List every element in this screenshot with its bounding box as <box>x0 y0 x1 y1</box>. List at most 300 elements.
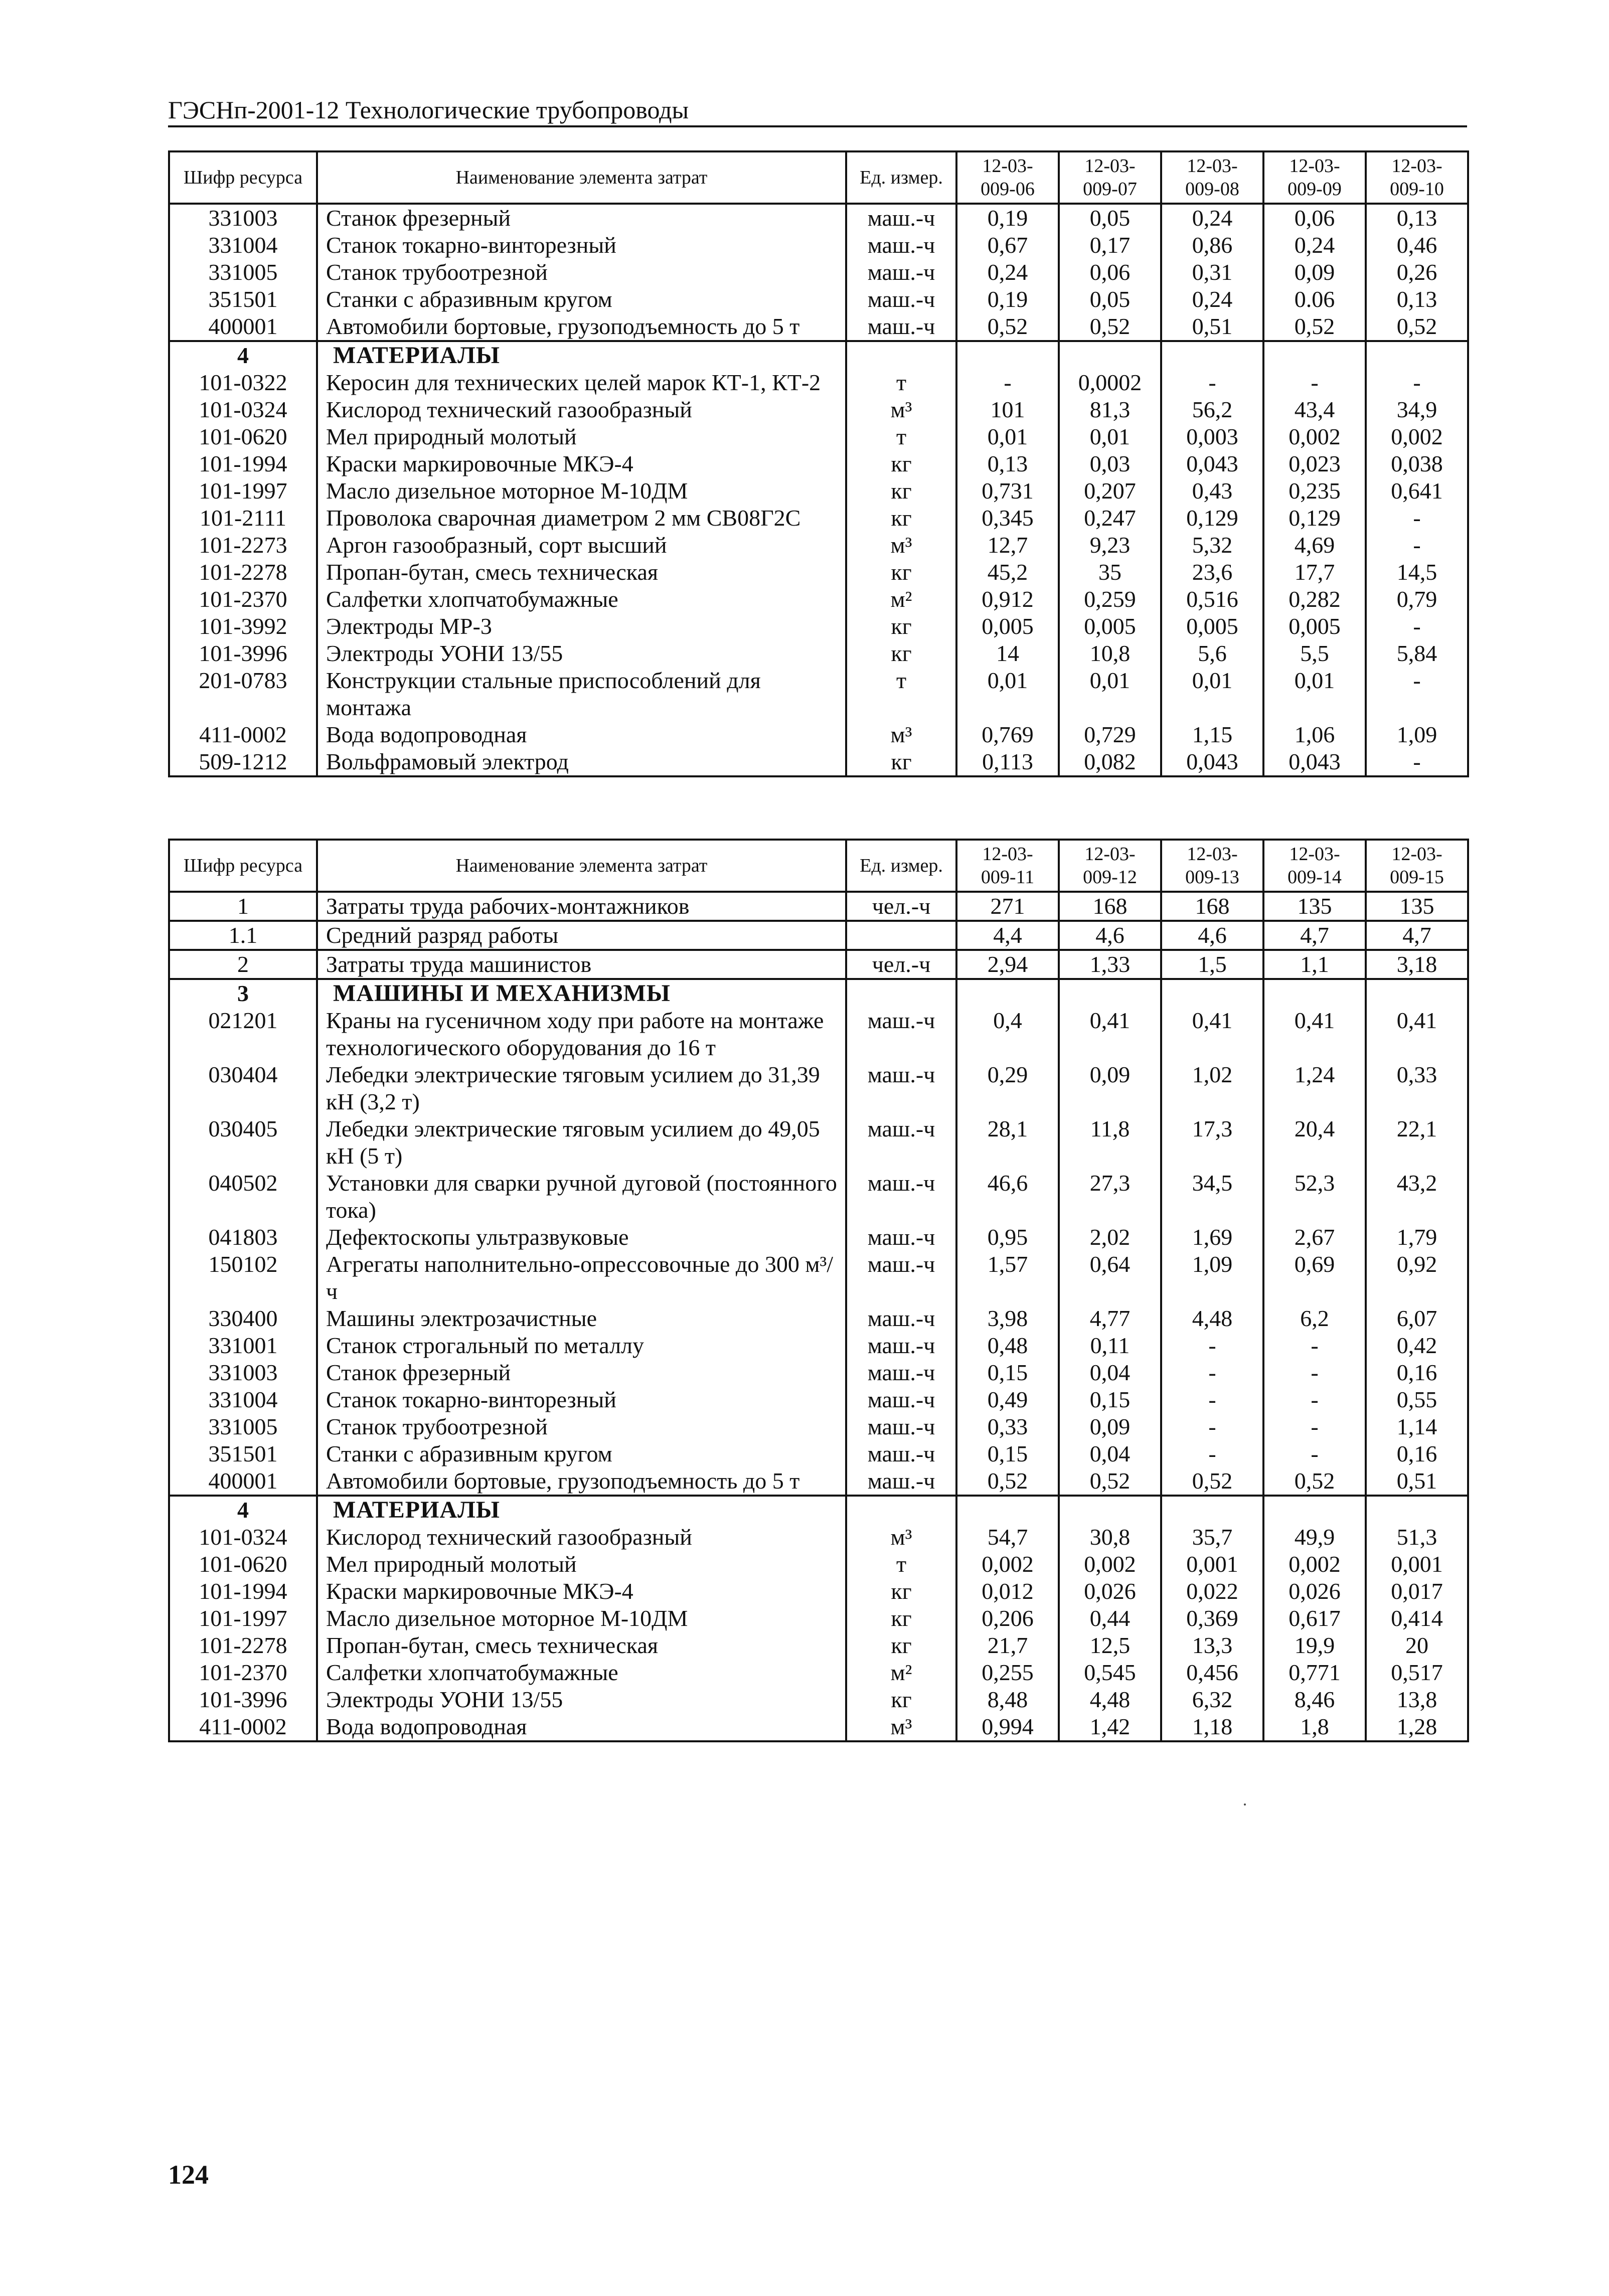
norm-value-cell: 0,41 <box>1263 1007 1366 1061</box>
norm-value-cell: - <box>1263 369 1366 396</box>
norm-value-cell: 52,3 <box>1263 1170 1366 1224</box>
norm-value-cell: 0,113 <box>956 748 1059 776</box>
unit-cell: м³ <box>846 1524 956 1551</box>
norm-value-cell: - <box>1366 748 1468 776</box>
resource-code-cell: 331004 <box>169 1386 317 1413</box>
table-row <box>169 1305 1468 1332</box>
norm-value-cell: 1,57 <box>956 1251 1059 1305</box>
resource-code-cell: 101-3996 <box>169 1686 317 1713</box>
table-row <box>169 1251 1468 1305</box>
unit-cell: маш.-ч <box>846 204 956 232</box>
norm-value-cell: 11,8 <box>1059 1115 1161 1170</box>
norm-value-cell: 3,18 <box>1366 950 1468 979</box>
cost-element-name-cell: Установки для сварки ручной дуговой (постоянного тока) <box>317 1170 846 1224</box>
norm-value-cell: 0,731 <box>956 477 1059 505</box>
norm-value-cell: - <box>1161 1386 1263 1413</box>
norm-value-cell: 19,9 <box>1263 1632 1366 1659</box>
norm-value-cell: 0,01 <box>956 667 1059 721</box>
cost-element-name-cell: Автомобили бортовые, грузоподъемность до 5 т <box>317 313 846 341</box>
unit-cell: маш.-ч <box>846 313 956 341</box>
norm-value-cell: 17,7 <box>1263 559 1366 586</box>
norm-value-cell: 9,23 <box>1059 532 1161 559</box>
table-row <box>169 1359 1468 1386</box>
cost-element-name-cell: Лебедки электрические тяговым усилием до 49,05 кН (5 т) <box>317 1115 846 1170</box>
unit-cell: маш.-ч <box>846 1251 956 1305</box>
norm-value-cell: 14 <box>956 640 1059 667</box>
norm-value-cell: 271 <box>956 892 1059 921</box>
norm-value-cell: 0,005 <box>1059 613 1161 640</box>
unit-cell: т <box>846 1551 956 1578</box>
page-title: ГЭСНп-2001-12 Технологические трубопроводы <box>168 96 689 124</box>
norm-value-cell: 21,7 <box>956 1632 1059 1659</box>
cost-element-name-cell: Затраты труда машинистов <box>317 950 846 979</box>
norm-value-cell: 0,55 <box>1366 1386 1468 1413</box>
resource-code-cell: 150102 <box>169 1251 317 1305</box>
norm-value-cell: 168 <box>1161 892 1263 921</box>
table-row <box>169 586 1468 613</box>
norm-value-cell: 0,52 <box>1161 1467 1263 1496</box>
norm-value-cell: 5,6 <box>1161 640 1263 667</box>
norm-value-cell: 45,2 <box>956 559 1059 586</box>
norm-value-cell: 1,1 <box>1263 950 1366 979</box>
unit-cell: маш.-ч <box>846 1007 956 1061</box>
table-row <box>169 1386 1468 1413</box>
norm-value-cell <box>1059 341 1161 369</box>
cost-element-name-cell: Вода водопроводная <box>317 1713 846 1741</box>
cost-element-name-cell: Станок фрезерный <box>317 1359 846 1386</box>
cost-element-name-cell: Автомобили бортовые, грузоподъемность до 5 т <box>317 1467 846 1496</box>
resource-code-cell: 331004 <box>169 232 317 259</box>
norm-value-cell: 4,7 <box>1366 921 1468 950</box>
norm-value-cell: 0,002 <box>1059 1551 1161 1578</box>
resource-code-cell: 4 <box>169 1496 317 1524</box>
unit-cell: маш.-ч <box>846 1061 956 1115</box>
unit-cell: т <box>846 667 956 721</box>
norm-value-cell: 0,026 <box>1059 1578 1161 1605</box>
column-header: 12-03- 009-15 <box>1366 840 1468 892</box>
table-row <box>169 1413 1468 1440</box>
norm-value-cell: 0,002 <box>1263 1551 1366 1578</box>
cost-element-name-cell: Салфетки хлопчатобумажные <box>317 1659 846 1686</box>
norm-value-cell: 1,14 <box>1366 1413 1468 1440</box>
norm-value-cell: 0,516 <box>1161 586 1263 613</box>
norm-value-cell: 0,002 <box>1263 423 1366 450</box>
table-row <box>169 613 1468 640</box>
table-row <box>169 286 1468 313</box>
norm-value-cell <box>956 979 1059 1007</box>
norm-value-cell: 0,86 <box>1161 232 1263 259</box>
norm-value-cell: 0,002 <box>956 1551 1059 1578</box>
norm-value-cell: 0,17 <box>1059 232 1161 259</box>
norm-value-cell: 1,18 <box>1161 1713 1263 1741</box>
norm-value-cell: - <box>1366 369 1468 396</box>
norm-value-cell: 2,67 <box>1263 1224 1366 1251</box>
norm-value-cell: 35,7 <box>1161 1524 1263 1551</box>
cost-element-name-cell: Электроды УОНИ 13/55 <box>317 640 846 667</box>
table-row <box>169 1659 1468 1686</box>
resource-code-cell: 101-2278 <box>169 559 317 586</box>
resource-code-cell: 331001 <box>169 1332 317 1359</box>
norm-value-cell: 0,017 <box>1366 1578 1468 1605</box>
norm-value-cell: - <box>1161 1332 1263 1359</box>
norm-value-cell: 6,07 <box>1366 1305 1468 1332</box>
cost-element-name-cell: Средний разряд работы <box>317 921 846 950</box>
unit-cell: маш.-ч <box>846 1332 956 1359</box>
norm-value-cell: 0,247 <box>1059 505 1161 532</box>
norm-value-cell: 0,05 <box>1059 204 1161 232</box>
norm-value-cell: 0,26 <box>1366 259 1468 286</box>
norm-value-cell: 4,77 <box>1059 1305 1161 1332</box>
unit-cell: кг <box>846 640 956 667</box>
cost-element-name-cell: Пропан-бутан, смесь техническая <box>317 559 846 586</box>
norm-value-cell: 0,06 <box>1263 204 1366 232</box>
column-header: 12-03- 009-10 <box>1366 151 1468 204</box>
norm-value-cell: 0,15 <box>956 1440 1059 1467</box>
norm-value-cell: 0,33 <box>956 1413 1059 1440</box>
norm-value-cell: 135 <box>1263 892 1366 921</box>
resource-table-1 <box>168 150 1469 777</box>
norm-value-cell: 5,5 <box>1263 640 1366 667</box>
norm-value-cell: - <box>1161 1440 1263 1467</box>
section-row <box>169 1496 1468 1524</box>
unit-cell: кг <box>846 505 956 532</box>
norm-value-cell: 0,41 <box>1059 1007 1161 1061</box>
resource-code-cell: 1 <box>169 892 317 921</box>
norm-value-cell: 46,6 <box>956 1170 1059 1224</box>
cost-element-name-cell: Краски маркировочные МКЭ-4 <box>317 450 846 477</box>
norm-value-cell: 1,15 <box>1161 721 1263 748</box>
cost-element-name-cell: Агрегаты наполнительно-опрессовочные до 300 м³/ч <box>317 1251 846 1305</box>
unit-cell: кг <box>846 1686 956 1713</box>
table-row <box>169 1170 1468 1224</box>
norm-value-cell: 0,043 <box>1161 450 1263 477</box>
norm-value-cell: 17,3 <box>1161 1115 1263 1170</box>
resource-code-cell: 411-0002 <box>169 1713 317 1741</box>
cost-element-name-cell: Мел природный молотый <box>317 1551 846 1578</box>
norm-value-cell: 0,01 <box>1263 667 1366 721</box>
scan-speck <box>1244 1803 1246 1806</box>
cost-element-name-cell: Конструкции стальные приспособлений для монтажа <box>317 667 846 721</box>
norm-value-cell: 0,52 <box>956 313 1059 341</box>
column-header: 12-03- 009-12 <box>1059 840 1161 892</box>
page-number: 124 <box>168 2160 209 2190</box>
unit-cell: маш.-ч <box>846 232 956 259</box>
norm-value-cell: 54,7 <box>956 1524 1059 1551</box>
norm-value-cell: 0,255 <box>956 1659 1059 1686</box>
unit-cell: кг <box>846 748 956 776</box>
unit-cell: м³ <box>846 532 956 559</box>
norm-value-cell: 8,48 <box>956 1686 1059 1713</box>
resource-code-cell: 101-0322 <box>169 369 317 396</box>
norm-value-cell: - <box>1366 613 1468 640</box>
norm-value-cell: 0,15 <box>956 1359 1059 1386</box>
table-row <box>169 313 1468 341</box>
unit-cell: маш.-ч <box>846 1224 956 1251</box>
norm-value-cell: 0,51 <box>1366 1467 1468 1496</box>
unit-cell: м³ <box>846 396 956 423</box>
table-header-row <box>169 840 1468 892</box>
norm-value-cell: 1,28 <box>1366 1713 1468 1741</box>
norm-value-cell: 0,95 <box>956 1224 1059 1251</box>
table-row <box>169 921 1468 950</box>
norm-value-cell: 13,8 <box>1366 1686 1468 1713</box>
norm-value-cell: 0,69 <box>1263 1251 1366 1305</box>
resource-code-cell: 101-1997 <box>169 1605 317 1632</box>
cost-element-name-cell: Краны на гусеничном ходу при работе на монтаже технологического оборудования до 16 т <box>317 1007 846 1061</box>
section-row <box>169 979 1468 1007</box>
norm-value-cell: 0,52 <box>1263 313 1366 341</box>
norm-value-cell: 34,5 <box>1161 1170 1263 1224</box>
norm-value-cell: 0,026 <box>1263 1578 1366 1605</box>
norm-value-cell: 0,994 <box>956 1713 1059 1741</box>
cost-element-name-cell: Дефектоскопы ультразвуковые <box>317 1224 846 1251</box>
norm-value-cell: 168 <box>1059 892 1161 921</box>
unit-cell: маш.-ч <box>846 1170 956 1224</box>
cost-element-name-cell: Мел природный молотый <box>317 423 846 450</box>
norm-value-cell <box>1161 341 1263 369</box>
norm-value-cell: 34,9 <box>1366 396 1468 423</box>
resource-code-cell: 101-2111 <box>169 505 317 532</box>
unit-cell: кг <box>846 477 956 505</box>
unit-cell: маш.-ч <box>846 1440 956 1467</box>
norm-value-cell: 1,33 <box>1059 950 1161 979</box>
cost-element-name-cell: Проволока сварочная диаметром 2 мм СВ08Г2С <box>317 505 846 532</box>
cost-element-name-cell: Масло дизельное моторное М-10ДМ <box>317 1605 846 1632</box>
norm-value-cell: 81,3 <box>1059 396 1161 423</box>
resource-code-cell: 041803 <box>169 1224 317 1251</box>
norm-value-cell: 0,44 <box>1059 1605 1161 1632</box>
norm-value-cell <box>1161 1496 1263 1524</box>
norm-value-cell: 0,771 <box>1263 1659 1366 1686</box>
column-header: Наименование элемента затрат <box>317 840 846 892</box>
column-header: Шифр ресурса <box>169 151 317 204</box>
norm-value-cell: - <box>1263 1413 1366 1440</box>
table-row <box>169 232 1468 259</box>
resource-code-cell: 101-0620 <box>169 1551 317 1578</box>
table-row <box>169 748 1468 776</box>
norm-value-cell: 0,29 <box>956 1061 1059 1115</box>
unit-cell <box>846 1496 956 1524</box>
norm-value-cell: 0,41 <box>1161 1007 1263 1061</box>
norm-value-cell: - <box>1366 505 1468 532</box>
norm-value-cell: 0,01 <box>956 423 1059 450</box>
norm-value-cell: 0,259 <box>1059 586 1161 613</box>
cost-element-name-cell: Затраты труда рабочих-монтажников <box>317 892 846 921</box>
resource-code-cell: 400001 <box>169 313 317 341</box>
table-row <box>169 667 1468 721</box>
norm-value-cell: 49,9 <box>1263 1524 1366 1551</box>
unit-cell <box>846 341 956 369</box>
table-row <box>169 204 1468 232</box>
norm-value-cell: 0,09 <box>1263 259 1366 286</box>
cost-element-name-cell: Электроды МР-3 <box>317 613 846 640</box>
norm-value-cell: 4,48 <box>1161 1305 1263 1332</box>
table-header-row <box>169 151 1468 204</box>
resource-code-cell: 101-0620 <box>169 423 317 450</box>
cost-element-name-cell: Электроды УОНИ 13/55 <box>317 1686 846 1713</box>
unit-cell <box>846 921 956 950</box>
norm-value-cell: 0,15 <box>1059 1386 1161 1413</box>
column-header: 12-03- 009-13 <box>1161 840 1263 892</box>
norm-value-cell: 1,09 <box>1161 1251 1263 1305</box>
norm-value-cell: 0,19 <box>956 286 1059 313</box>
norm-value-cell: 0,48 <box>956 1332 1059 1359</box>
norm-value-cell: 0,282 <box>1263 586 1366 613</box>
unit-cell: маш.-ч <box>846 286 956 313</box>
table-row <box>169 1440 1468 1467</box>
table-row <box>169 1115 1468 1170</box>
norm-value-cell: 0,235 <box>1263 477 1366 505</box>
norm-value-cell: 0,043 <box>1263 748 1366 776</box>
norm-value-cell: - <box>1366 667 1468 721</box>
norm-value-cell: 14,5 <box>1366 559 1468 586</box>
cost-element-name-cell: МАШИНЫ И МЕХАНИЗМЫ <box>317 979 846 1007</box>
resource-code-cell: 101-1994 <box>169 450 317 477</box>
norm-value-cell: 0,52 <box>956 1467 1059 1496</box>
norm-value-cell: 0,43 <box>1161 477 1263 505</box>
unit-cell: т <box>846 369 956 396</box>
norm-value-cell: 0,005 <box>1263 613 1366 640</box>
norm-value-cell: 0,09 <box>1059 1061 1161 1115</box>
table-row <box>169 259 1468 286</box>
norm-value-cell: 0,06 <box>1059 259 1161 286</box>
norm-value-cell: 5,32 <box>1161 532 1263 559</box>
norm-value-cell: 6,32 <box>1161 1686 1263 1713</box>
norm-value-cell <box>1161 979 1263 1007</box>
norm-value-cell: 1,5 <box>1161 950 1263 979</box>
norm-value-cell: 135 <box>1366 892 1468 921</box>
unit-cell: кг <box>846 613 956 640</box>
resource-code-cell: 040502 <box>169 1170 317 1224</box>
norm-value-cell: 0,16 <box>1366 1359 1468 1386</box>
cost-element-name-cell: Вода водопроводная <box>317 721 846 748</box>
norm-value-cell <box>1263 341 1366 369</box>
table-row <box>169 477 1468 505</box>
norm-value-cell: 0,005 <box>1161 613 1263 640</box>
column-header: 12-03- 009-07 <box>1059 151 1161 204</box>
column-header: 12-03- 009-09 <box>1263 151 1366 204</box>
unit-cell: маш.-ч <box>846 1467 956 1496</box>
unit-cell: чел.-ч <box>846 892 956 921</box>
resource-code-cell: 4 <box>169 341 317 369</box>
norm-value-cell: 0,49 <box>956 1386 1059 1413</box>
norm-value-cell: 0,01 <box>1059 423 1161 450</box>
table-row <box>169 1524 1468 1551</box>
unit-cell: маш.-ч <box>846 1413 956 1440</box>
norm-value-cell: - <box>956 369 1059 396</box>
norm-value-cell: 0,31 <box>1161 259 1263 286</box>
resource-code-cell: 331005 <box>169 259 317 286</box>
norm-value-cell <box>1366 1496 1468 1524</box>
norm-value-cell: 1,06 <box>1263 721 1366 748</box>
norm-value-cell <box>956 1496 1059 1524</box>
table-row <box>169 1007 1468 1061</box>
norm-value-cell: 4,69 <box>1263 532 1366 559</box>
norm-value-cell: 4,6 <box>1161 921 1263 950</box>
norm-value-cell: 51,3 <box>1366 1524 1468 1551</box>
norm-value-cell: - <box>1263 1440 1366 1467</box>
unit-cell: м³ <box>846 1713 956 1741</box>
unit-cell: т <box>846 423 956 450</box>
norm-value-cell: 1,8 <box>1263 1713 1366 1741</box>
norm-value-cell: 0,42 <box>1366 1332 1468 1359</box>
table-row <box>169 1467 1468 1496</box>
norm-value-cell: 0,09 <box>1059 1413 1161 1440</box>
section-row <box>169 341 1468 369</box>
cost-element-name-cell: Кислород технический газообразный <box>317 396 846 423</box>
norm-value-cell: 0,24 <box>1263 232 1366 259</box>
norm-value-cell: 0,0002 <box>1059 369 1161 396</box>
norm-value-cell: - <box>1161 1413 1263 1440</box>
unit-cell <box>846 979 956 1007</box>
resource-code-cell: 331003 <box>169 204 317 232</box>
table-row <box>169 369 1468 396</box>
norm-value-cell: 1,79 <box>1366 1224 1468 1251</box>
norm-value-cell: 20,4 <box>1263 1115 1366 1170</box>
norm-value-cell: 0,038 <box>1366 450 1468 477</box>
column-header: 12-03- 009-06 <box>956 151 1059 204</box>
norm-value-cell: 0,545 <box>1059 1659 1161 1686</box>
norm-value-cell: 0,52 <box>1059 1467 1161 1496</box>
norm-value-cell: 0,51 <box>1161 313 1263 341</box>
unit-cell: кг <box>846 1632 956 1659</box>
resource-code-cell: 351501 <box>169 1440 317 1467</box>
table-row <box>169 1686 1468 1713</box>
norm-value-cell: 0,005 <box>956 613 1059 640</box>
norm-value-cell: 0,33 <box>1366 1061 1468 1115</box>
cost-element-name-cell: Лебедки электрические тяговым усилием до 31,39 кН (3,2 т) <box>317 1061 846 1115</box>
norm-value-cell: 101 <box>956 396 1059 423</box>
resource-code-cell: 201-0783 <box>169 667 317 721</box>
resource-code-cell: 400001 <box>169 1467 317 1496</box>
table-row <box>169 1578 1468 1605</box>
column-header: 12-03- 009-14 <box>1263 840 1366 892</box>
norm-value-cell <box>1366 341 1468 369</box>
column-header: Ед. измер. <box>846 151 956 204</box>
resource-code-cell: 101-2278 <box>169 1632 317 1659</box>
table-row <box>169 1605 1468 1632</box>
resource-code-cell: 101-3996 <box>169 640 317 667</box>
norm-value-cell: 0,4 <box>956 1007 1059 1061</box>
norm-value-cell: 0,04 <box>1059 1440 1161 1467</box>
column-header: Шифр ресурса <box>169 840 317 892</box>
table-row <box>169 950 1468 979</box>
unit-cell: маш.-ч <box>846 259 956 286</box>
resource-code-cell: 3 <box>169 979 317 1007</box>
norm-value-cell: 0,03 <box>1059 450 1161 477</box>
norm-value-cell: - <box>1161 1359 1263 1386</box>
norm-value-cell: 0,01 <box>1161 667 1263 721</box>
column-header: Ед. измер. <box>846 840 956 892</box>
norm-value-cell: 0,345 <box>956 505 1059 532</box>
norm-value-cell: 56,2 <box>1161 396 1263 423</box>
norm-value-cell: - <box>1263 1386 1366 1413</box>
resource-code-cell: 101-2370 <box>169 1659 317 1686</box>
cost-element-name-cell: Станок строгальный по металлу <box>317 1332 846 1359</box>
norm-value-cell: 4,7 <box>1263 921 1366 950</box>
norm-value-cell: 0,24 <box>956 259 1059 286</box>
norm-value-cell: 0,01 <box>1059 667 1161 721</box>
unit-cell: маш.-ч <box>846 1386 956 1413</box>
norm-value-cell: 35 <box>1059 559 1161 586</box>
norm-value-cell: 0,52 <box>1059 313 1161 341</box>
cost-element-name-cell: Машины электрозачистные <box>317 1305 846 1332</box>
table-row <box>169 505 1468 532</box>
resource-table-2 <box>168 839 1469 1742</box>
table-row <box>169 559 1468 586</box>
norm-value-cell: 30,8 <box>1059 1524 1161 1551</box>
norm-value-cell: 0,769 <box>956 721 1059 748</box>
